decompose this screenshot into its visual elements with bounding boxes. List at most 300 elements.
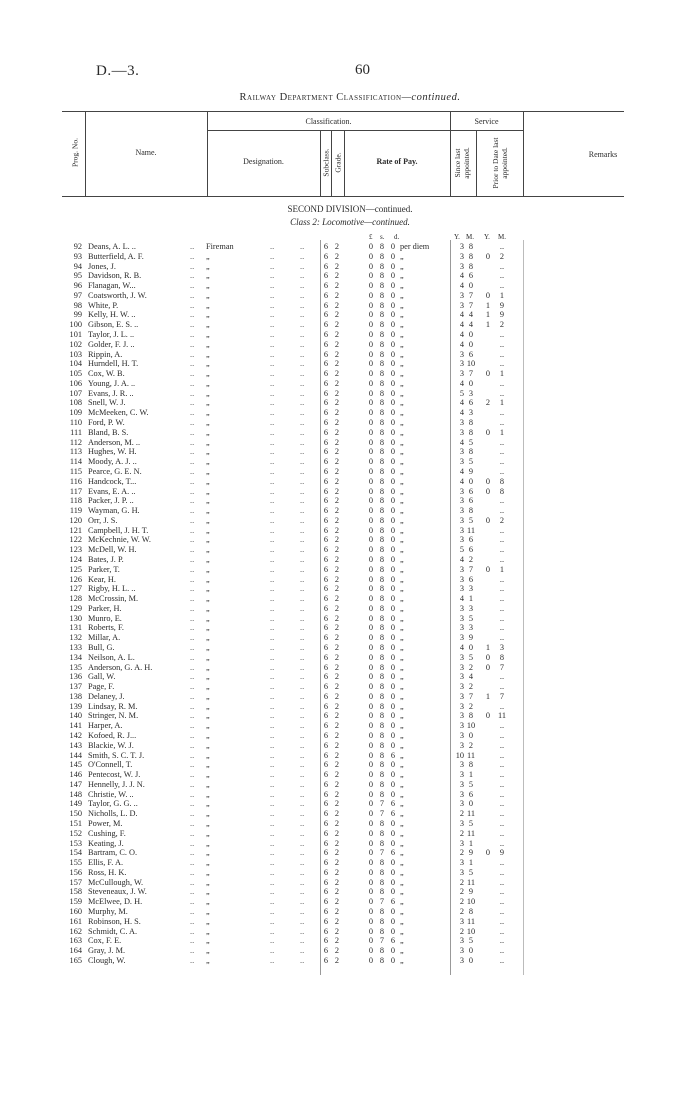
prog-no: 93 bbox=[73, 251, 82, 261]
table-row bbox=[0, 829, 700, 839]
designation-leader-dots: .. bbox=[270, 330, 275, 340]
prog-no: 108 bbox=[69, 398, 82, 408]
designation: „ bbox=[206, 281, 210, 291]
prior-months: .. bbox=[499, 926, 505, 936]
since-months: 0 bbox=[468, 946, 474, 956]
grade: 2 bbox=[334, 242, 340, 251]
designation: „ bbox=[206, 838, 210, 848]
employee-name: Bull, G. bbox=[88, 642, 115, 652]
rate-period: „ bbox=[400, 838, 404, 848]
pence: 0 bbox=[390, 281, 396, 291]
subclass: 6 bbox=[323, 496, 329, 506]
name-leader-dots: .. bbox=[190, 701, 195, 711]
designation: „ bbox=[206, 310, 210, 320]
designation-leader-dots: .. bbox=[270, 320, 275, 330]
employee-name: Robinson, H. S. bbox=[88, 916, 141, 926]
designation-leader-dots: .. bbox=[300, 691, 305, 701]
designation-leader-dots: .. bbox=[270, 662, 275, 672]
employee-name: Gray, J. M. bbox=[88, 946, 126, 956]
pounds: 0 bbox=[368, 574, 374, 584]
pence: 0 bbox=[390, 398, 396, 408]
since-years: 3 bbox=[459, 486, 464, 496]
pence: 0 bbox=[390, 506, 396, 516]
designation-leader-dots: .. bbox=[270, 359, 275, 369]
designation-leader-dots: .. bbox=[270, 867, 275, 877]
designation-leader-dots: .. bbox=[300, 877, 305, 887]
employee-name: Bates, J. P. bbox=[88, 554, 124, 564]
pence: 0 bbox=[390, 310, 396, 320]
pounds: 0 bbox=[368, 603, 374, 613]
pounds: 0 bbox=[368, 662, 374, 672]
rate-period: „ bbox=[400, 721, 404, 731]
name-leader-dots: .. bbox=[190, 369, 195, 379]
pounds: 0 bbox=[368, 907, 374, 917]
since-months: 6 bbox=[468, 271, 474, 281]
rate-period: „ bbox=[400, 545, 404, 555]
prior-years: 0 bbox=[485, 711, 491, 721]
since-months: 0 bbox=[468, 955, 474, 965]
shillings: 8 bbox=[379, 525, 385, 535]
unit-months-prior: M. bbox=[498, 233, 506, 241]
since-months: 5 bbox=[468, 819, 474, 829]
pence: 0 bbox=[390, 378, 396, 388]
subclass: 6 bbox=[323, 408, 329, 418]
designation-leader-dots: .. bbox=[300, 897, 305, 907]
employee-name: Blackie, W. J. bbox=[88, 740, 134, 750]
pence: 0 bbox=[390, 525, 396, 535]
shillings: 8 bbox=[379, 740, 385, 750]
since-years: 3 bbox=[459, 525, 464, 535]
designation: „ bbox=[206, 320, 210, 330]
designation: „ bbox=[206, 437, 210, 447]
designation-leader-dots: .. bbox=[300, 662, 305, 672]
pounds: 0 bbox=[368, 682, 374, 692]
shillings: 7 bbox=[379, 897, 385, 907]
since-months: 3 bbox=[468, 388, 474, 398]
prog-no: 122 bbox=[69, 535, 82, 545]
since-years: 3 bbox=[459, 584, 464, 594]
table-row bbox=[0, 682, 700, 692]
rate-period: „ bbox=[400, 858, 404, 868]
pounds: 0 bbox=[368, 564, 374, 574]
designation-leader-dots: .. bbox=[270, 926, 275, 936]
shillings: 8 bbox=[379, 457, 385, 467]
shillings: 8 bbox=[379, 701, 385, 711]
rate-period: „ bbox=[400, 633, 404, 643]
prior-months: .. bbox=[499, 750, 505, 760]
designation-leader-dots: .. bbox=[300, 721, 305, 731]
subclass: 6 bbox=[323, 320, 329, 330]
rate-period: „ bbox=[400, 574, 404, 584]
pence: 0 bbox=[390, 877, 396, 887]
designation-leader-dots: .. bbox=[300, 916, 305, 926]
grade: 2 bbox=[334, 848, 340, 858]
shillings: 8 bbox=[379, 926, 385, 936]
grade: 2 bbox=[334, 789, 340, 799]
since-months: 2 bbox=[468, 662, 474, 672]
employee-name: Clough, W. bbox=[88, 955, 126, 965]
grade: 2 bbox=[334, 701, 340, 711]
employee-name: Nicholls, L. D. bbox=[88, 809, 138, 819]
prog-no: 149 bbox=[69, 799, 82, 809]
rate-period: „ bbox=[400, 427, 404, 437]
employee-name: Kelly, H. W. .. bbox=[88, 310, 136, 320]
pence: 0 bbox=[390, 300, 396, 310]
grade: 2 bbox=[334, 330, 340, 340]
grade: 2 bbox=[334, 525, 340, 535]
grade: 2 bbox=[334, 506, 340, 516]
designation-leader-dots: .. bbox=[300, 701, 305, 711]
pounds: 0 bbox=[368, 535, 374, 545]
subclass: 6 bbox=[323, 691, 329, 701]
shillings: 8 bbox=[379, 750, 385, 760]
prog-no: 151 bbox=[69, 819, 82, 829]
pounds: 0 bbox=[368, 848, 374, 858]
shillings: 8 bbox=[379, 496, 385, 506]
pounds: 0 bbox=[368, 290, 374, 300]
since-years: 3 bbox=[459, 564, 464, 574]
prog-no: 128 bbox=[69, 594, 82, 604]
since-years: 4 bbox=[459, 339, 464, 349]
table-row bbox=[0, 672, 700, 682]
header-since-last: Since last appointed. bbox=[453, 147, 471, 179]
designation-leader-dots: .. bbox=[300, 506, 305, 516]
rate-period: „ bbox=[400, 476, 404, 486]
prog-no: 147 bbox=[69, 779, 82, 789]
designation-leader-dots: .. bbox=[270, 427, 275, 437]
shillings: 8 bbox=[379, 466, 385, 476]
table-row bbox=[0, 408, 700, 418]
since-years: 2 bbox=[459, 926, 464, 936]
prior-months: .. bbox=[499, 779, 505, 789]
pence: 0 bbox=[390, 740, 396, 750]
since-years: 3 bbox=[459, 652, 464, 662]
rate-period: „ bbox=[400, 789, 404, 799]
employee-name: McMeeken, C. W. bbox=[88, 408, 149, 418]
designation-leader-dots: .. bbox=[270, 740, 275, 750]
name-leader-dots: .. bbox=[190, 584, 195, 594]
since-years: 2 bbox=[459, 877, 464, 887]
pence: 0 bbox=[390, 946, 396, 956]
table-row bbox=[0, 731, 700, 741]
grade: 2 bbox=[334, 809, 340, 819]
employee-name: Kear, H. bbox=[88, 574, 117, 584]
pence: 0 bbox=[390, 476, 396, 486]
since-years: 3 bbox=[459, 457, 464, 467]
shillings: 8 bbox=[379, 349, 385, 359]
table-row bbox=[0, 633, 700, 643]
grade: 2 bbox=[334, 936, 340, 946]
name-leader-dots: .. bbox=[190, 300, 195, 310]
pence: 0 bbox=[390, 447, 396, 457]
grade: 2 bbox=[334, 740, 340, 750]
name-leader-dots: .. bbox=[190, 760, 195, 770]
designation-leader-dots: .. bbox=[300, 907, 305, 917]
designation-leader-dots: .. bbox=[300, 584, 305, 594]
designation: „ bbox=[206, 457, 210, 467]
table-row bbox=[0, 506, 700, 516]
pounds: 0 bbox=[368, 271, 374, 281]
name-leader-dots: .. bbox=[190, 750, 195, 760]
since-months: 6 bbox=[468, 496, 474, 506]
name-leader-dots: .. bbox=[190, 290, 195, 300]
employee-name: Deans, A. L. .. bbox=[88, 242, 136, 251]
rate-period: „ bbox=[400, 779, 404, 789]
designation: „ bbox=[206, 408, 210, 418]
designation: „ bbox=[206, 300, 210, 310]
prog-no: 110 bbox=[69, 418, 82, 428]
name-leader-dots: .. bbox=[190, 867, 195, 877]
since-years: 3 bbox=[459, 916, 464, 926]
pounds: 0 bbox=[368, 701, 374, 711]
shillings: 8 bbox=[379, 819, 385, 829]
table-row bbox=[0, 398, 700, 408]
since-years: 3 bbox=[459, 779, 464, 789]
subclass: 6 bbox=[323, 300, 329, 310]
since-months: 1 bbox=[468, 770, 474, 780]
designation-leader-dots: .. bbox=[300, 926, 305, 936]
shillings: 8 bbox=[379, 261, 385, 271]
shillings: 8 bbox=[379, 584, 385, 594]
pence: 0 bbox=[390, 662, 396, 672]
designation: „ bbox=[206, 916, 210, 926]
subclass: 6 bbox=[323, 789, 329, 799]
pence: 0 bbox=[390, 721, 396, 731]
pounds: 0 bbox=[368, 799, 374, 809]
subclass: 6 bbox=[323, 731, 329, 740]
designation: „ bbox=[206, 740, 210, 750]
since-years: 4 bbox=[459, 310, 464, 320]
since-months: 0 bbox=[468, 281, 474, 291]
subclass: 6 bbox=[323, 594, 329, 604]
table-row bbox=[0, 858, 700, 868]
designation-leader-dots: .. bbox=[300, 486, 305, 496]
name-leader-dots: .. bbox=[190, 418, 195, 428]
employee-name: Lindsay, R. M. bbox=[88, 701, 138, 711]
name-leader-dots: .. bbox=[190, 496, 195, 506]
pounds: 0 bbox=[368, 838, 374, 848]
prior-months: .. bbox=[499, 916, 505, 926]
shillings: 8 bbox=[379, 711, 385, 721]
table-row bbox=[0, 790, 700, 800]
table-row bbox=[0, 604, 700, 614]
since-months: 7 bbox=[468, 300, 474, 310]
grade: 2 bbox=[334, 369, 340, 379]
name-leader-dots: .. bbox=[190, 506, 195, 516]
pounds: 0 bbox=[368, 545, 374, 555]
prog-no: 119 bbox=[69, 506, 82, 516]
name-leader-dots: .. bbox=[190, 662, 195, 672]
designation-leader-dots: .. bbox=[270, 564, 275, 574]
grade: 2 bbox=[334, 300, 340, 310]
since-months: 11 bbox=[467, 916, 475, 926]
subclass: 6 bbox=[323, 515, 329, 525]
name-leader-dots: .. bbox=[190, 887, 195, 897]
shillings: 8 bbox=[379, 398, 385, 408]
since-years: 3 bbox=[459, 838, 464, 848]
designation-leader-dots: .. bbox=[270, 603, 275, 613]
designation-leader-dots: .. bbox=[270, 545, 275, 555]
designation-leader-dots: .. bbox=[300, 711, 305, 721]
name-leader-dots: .. bbox=[190, 564, 195, 574]
designation-leader-dots: .. bbox=[270, 535, 275, 545]
designation: „ bbox=[206, 858, 210, 868]
designation: „ bbox=[206, 946, 210, 956]
prog-no: 165 bbox=[69, 955, 82, 965]
designation-leader-dots: .. bbox=[270, 809, 275, 819]
subclass: 6 bbox=[323, 613, 329, 623]
subclass: 6 bbox=[323, 760, 329, 770]
designation: „ bbox=[206, 828, 210, 838]
rate-period: „ bbox=[400, 809, 404, 819]
subclass: 6 bbox=[323, 799, 329, 809]
employee-name: Keating, J. bbox=[88, 838, 124, 848]
since-years: 4 bbox=[459, 281, 464, 291]
since-months: 8 bbox=[468, 261, 474, 271]
pounds: 0 bbox=[368, 388, 374, 398]
table-row bbox=[0, 760, 700, 770]
since-months: 3 bbox=[468, 408, 474, 418]
shillings: 8 bbox=[379, 281, 385, 291]
grade: 2 bbox=[334, 535, 340, 545]
designation-leader-dots: .. bbox=[270, 897, 275, 907]
prior-months: .. bbox=[499, 447, 505, 457]
prior-months: .. bbox=[499, 897, 505, 907]
designation-leader-dots: .. bbox=[270, 613, 275, 623]
table-row bbox=[0, 418, 700, 428]
title-continued: —continued. bbox=[401, 92, 461, 103]
grade: 2 bbox=[334, 457, 340, 467]
prior-years: 1 bbox=[485, 320, 491, 330]
prior-months: .. bbox=[499, 809, 505, 819]
table-row bbox=[0, 780, 700, 790]
pence: 0 bbox=[390, 427, 396, 437]
prior-months: .. bbox=[499, 574, 505, 584]
designation-leader-dots: .. bbox=[270, 271, 275, 281]
shillings: 8 bbox=[379, 242, 385, 251]
prior-months: .. bbox=[499, 457, 505, 467]
subclass: 6 bbox=[323, 740, 329, 750]
since-months: 6 bbox=[468, 398, 474, 408]
grade: 2 bbox=[334, 584, 340, 594]
grade: 2 bbox=[334, 613, 340, 623]
name-leader-dots: .. bbox=[190, 897, 195, 907]
table-row bbox=[0, 271, 700, 281]
designation-leader-dots: .. bbox=[300, 261, 305, 271]
employee-name: Bland, B. S. bbox=[88, 427, 129, 437]
grade: 2 bbox=[334, 594, 340, 604]
since-months: 11 bbox=[467, 809, 475, 819]
header-designation: Designation. bbox=[243, 157, 284, 166]
grade: 2 bbox=[334, 711, 340, 721]
prog-no: 121 bbox=[69, 525, 82, 535]
header-subclass: Subclass. bbox=[321, 148, 331, 177]
since-years: 3 bbox=[459, 447, 464, 457]
prog-no: 162 bbox=[69, 926, 82, 936]
header-prog-no: Prog. No. bbox=[70, 138, 80, 167]
prior-months: 1 bbox=[499, 369, 505, 379]
since-months: 5 bbox=[468, 613, 474, 623]
designation: „ bbox=[206, 819, 210, 829]
designation: „ bbox=[206, 447, 210, 457]
shillings: 8 bbox=[379, 300, 385, 310]
designation: „ bbox=[206, 506, 210, 516]
grade: 2 bbox=[334, 564, 340, 574]
designation-leader-dots: .. bbox=[270, 242, 275, 251]
designation-leader-dots: .. bbox=[300, 369, 305, 379]
designation: „ bbox=[206, 936, 210, 946]
designation-leader-dots: .. bbox=[300, 457, 305, 467]
name-leader-dots: .. bbox=[190, 848, 195, 858]
name-leader-dots: .. bbox=[190, 779, 195, 789]
designation: „ bbox=[206, 378, 210, 388]
shillings: 8 bbox=[379, 290, 385, 300]
rate-period: „ bbox=[400, 603, 404, 613]
since-years: 2 bbox=[459, 897, 464, 907]
designation-leader-dots: .. bbox=[270, 398, 275, 408]
pence: 0 bbox=[390, 290, 396, 300]
subclass: 6 bbox=[323, 447, 329, 457]
prior-years: 1 bbox=[485, 642, 491, 652]
designation-leader-dots: .. bbox=[270, 848, 275, 858]
table-row bbox=[0, 917, 700, 927]
pence: 0 bbox=[390, 437, 396, 447]
employee-name: Neilson, A. L. bbox=[88, 652, 135, 662]
designation-leader-dots: .. bbox=[270, 584, 275, 594]
name-leader-dots: .. bbox=[190, 378, 195, 388]
prog-no: 115 bbox=[69, 466, 82, 476]
rate-period: „ bbox=[400, 290, 404, 300]
designation-leader-dots: .. bbox=[300, 740, 305, 750]
since-years: 3 bbox=[459, 662, 464, 672]
subclass: 6 bbox=[323, 584, 329, 594]
subclass: 6 bbox=[323, 779, 329, 789]
table-row bbox=[0, 281, 700, 291]
designation: „ bbox=[206, 349, 210, 359]
pence: 0 bbox=[390, 613, 396, 623]
since-years: 2 bbox=[459, 848, 464, 858]
pence: 0 bbox=[390, 682, 396, 692]
designation: „ bbox=[206, 887, 210, 897]
name-leader-dots: .. bbox=[190, 554, 195, 564]
pence: 0 bbox=[390, 770, 396, 780]
employee-name: Schmidt, C. A. bbox=[88, 926, 138, 936]
prog-no: 125 bbox=[69, 564, 82, 574]
rate-period: „ bbox=[400, 828, 404, 838]
designation-leader-dots: .. bbox=[270, 779, 275, 789]
name-leader-dots: .. bbox=[190, 437, 195, 447]
designation: „ bbox=[206, 799, 210, 809]
shillings: 8 bbox=[379, 828, 385, 838]
prior-months: .. bbox=[499, 271, 505, 281]
shillings: 8 bbox=[379, 271, 385, 281]
subclass: 6 bbox=[323, 770, 329, 780]
table-row bbox=[0, 711, 700, 721]
employee-name: Jones, J. bbox=[88, 261, 116, 271]
table-row bbox=[0, 340, 700, 350]
since-years: 3 bbox=[459, 789, 464, 799]
pounds: 0 bbox=[368, 926, 374, 936]
designation-leader-dots: .. bbox=[270, 760, 275, 770]
designation-leader-dots: .. bbox=[270, 554, 275, 564]
since-years: 3 bbox=[459, 721, 464, 731]
designation-leader-dots: .. bbox=[270, 437, 275, 447]
subclass: 6 bbox=[323, 603, 329, 613]
pence: 6 bbox=[390, 936, 396, 946]
subclass: 6 bbox=[323, 642, 329, 652]
grade: 2 bbox=[334, 623, 340, 633]
designation: „ bbox=[206, 955, 210, 965]
